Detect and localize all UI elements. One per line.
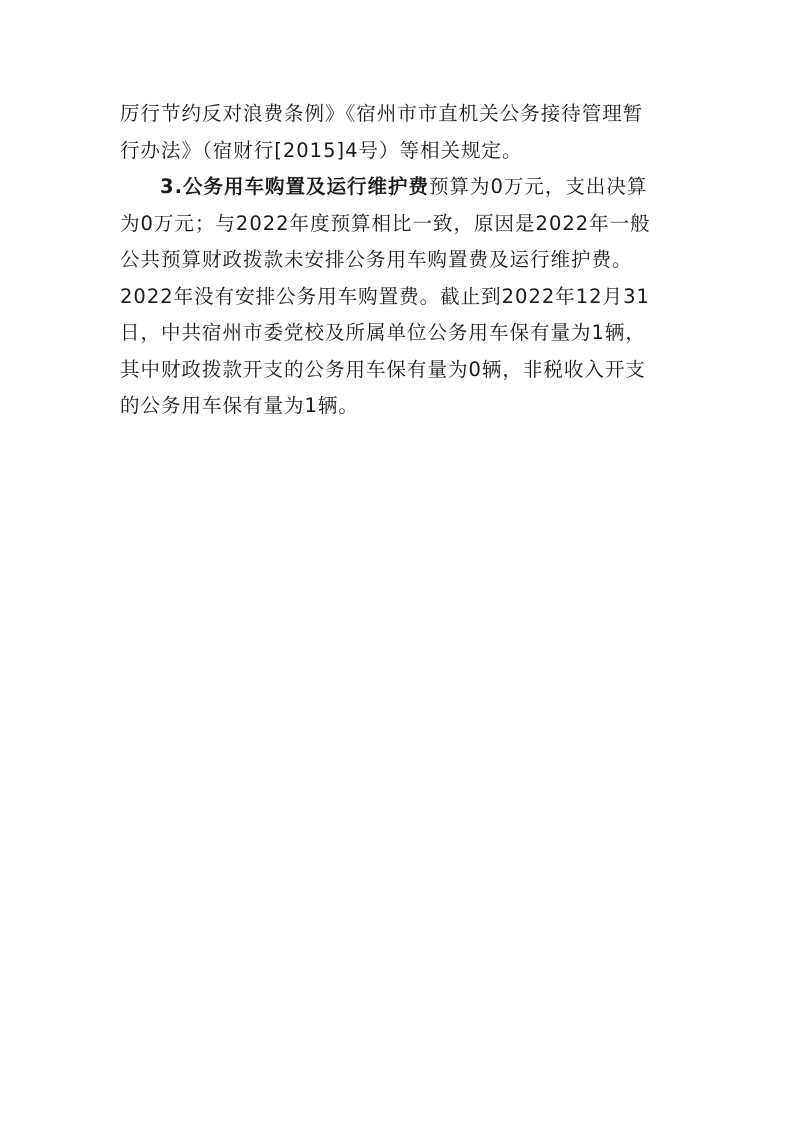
- paragraph-line: 公共预算财政拨款未安排公务用车购置费及运行维护费。: [120, 248, 633, 271]
- paragraph-line: 的公务用车保有量为1辆。: [120, 394, 359, 417]
- paragraph-line: 为0万元；与2022年度预算相比一致，原因是2022年一般: [120, 211, 651, 235]
- paragraph-text: 预算为0万元，支出决算: [428, 175, 648, 198]
- paragraph-line: [120, 169, 680, 206]
- paragraph-line: 日，中共宿州市委党校及所属单位公务用车保有量为1辆，: [120, 321, 646, 344]
- paragraph-line: 厉行节约反对浪费条例》《宿州市市直机关公务接待管理暂: [120, 102, 644, 125]
- paragraph-line: 2022年没有安排公务用车购置费。截止到2022年12月31: [120, 284, 650, 308]
- paragraph-line: 其中财政拨款开支的公务用车保有量为0辆，非税收入开支: [120, 357, 646, 381]
- paragraph-line: 行办法》（宿财行[2015]4号）等相关规定。: [120, 138, 523, 162]
- body-text: [120, 96, 680, 425]
- section-heading: 3.公务用车购置及运行维护费: [160, 175, 429, 198]
